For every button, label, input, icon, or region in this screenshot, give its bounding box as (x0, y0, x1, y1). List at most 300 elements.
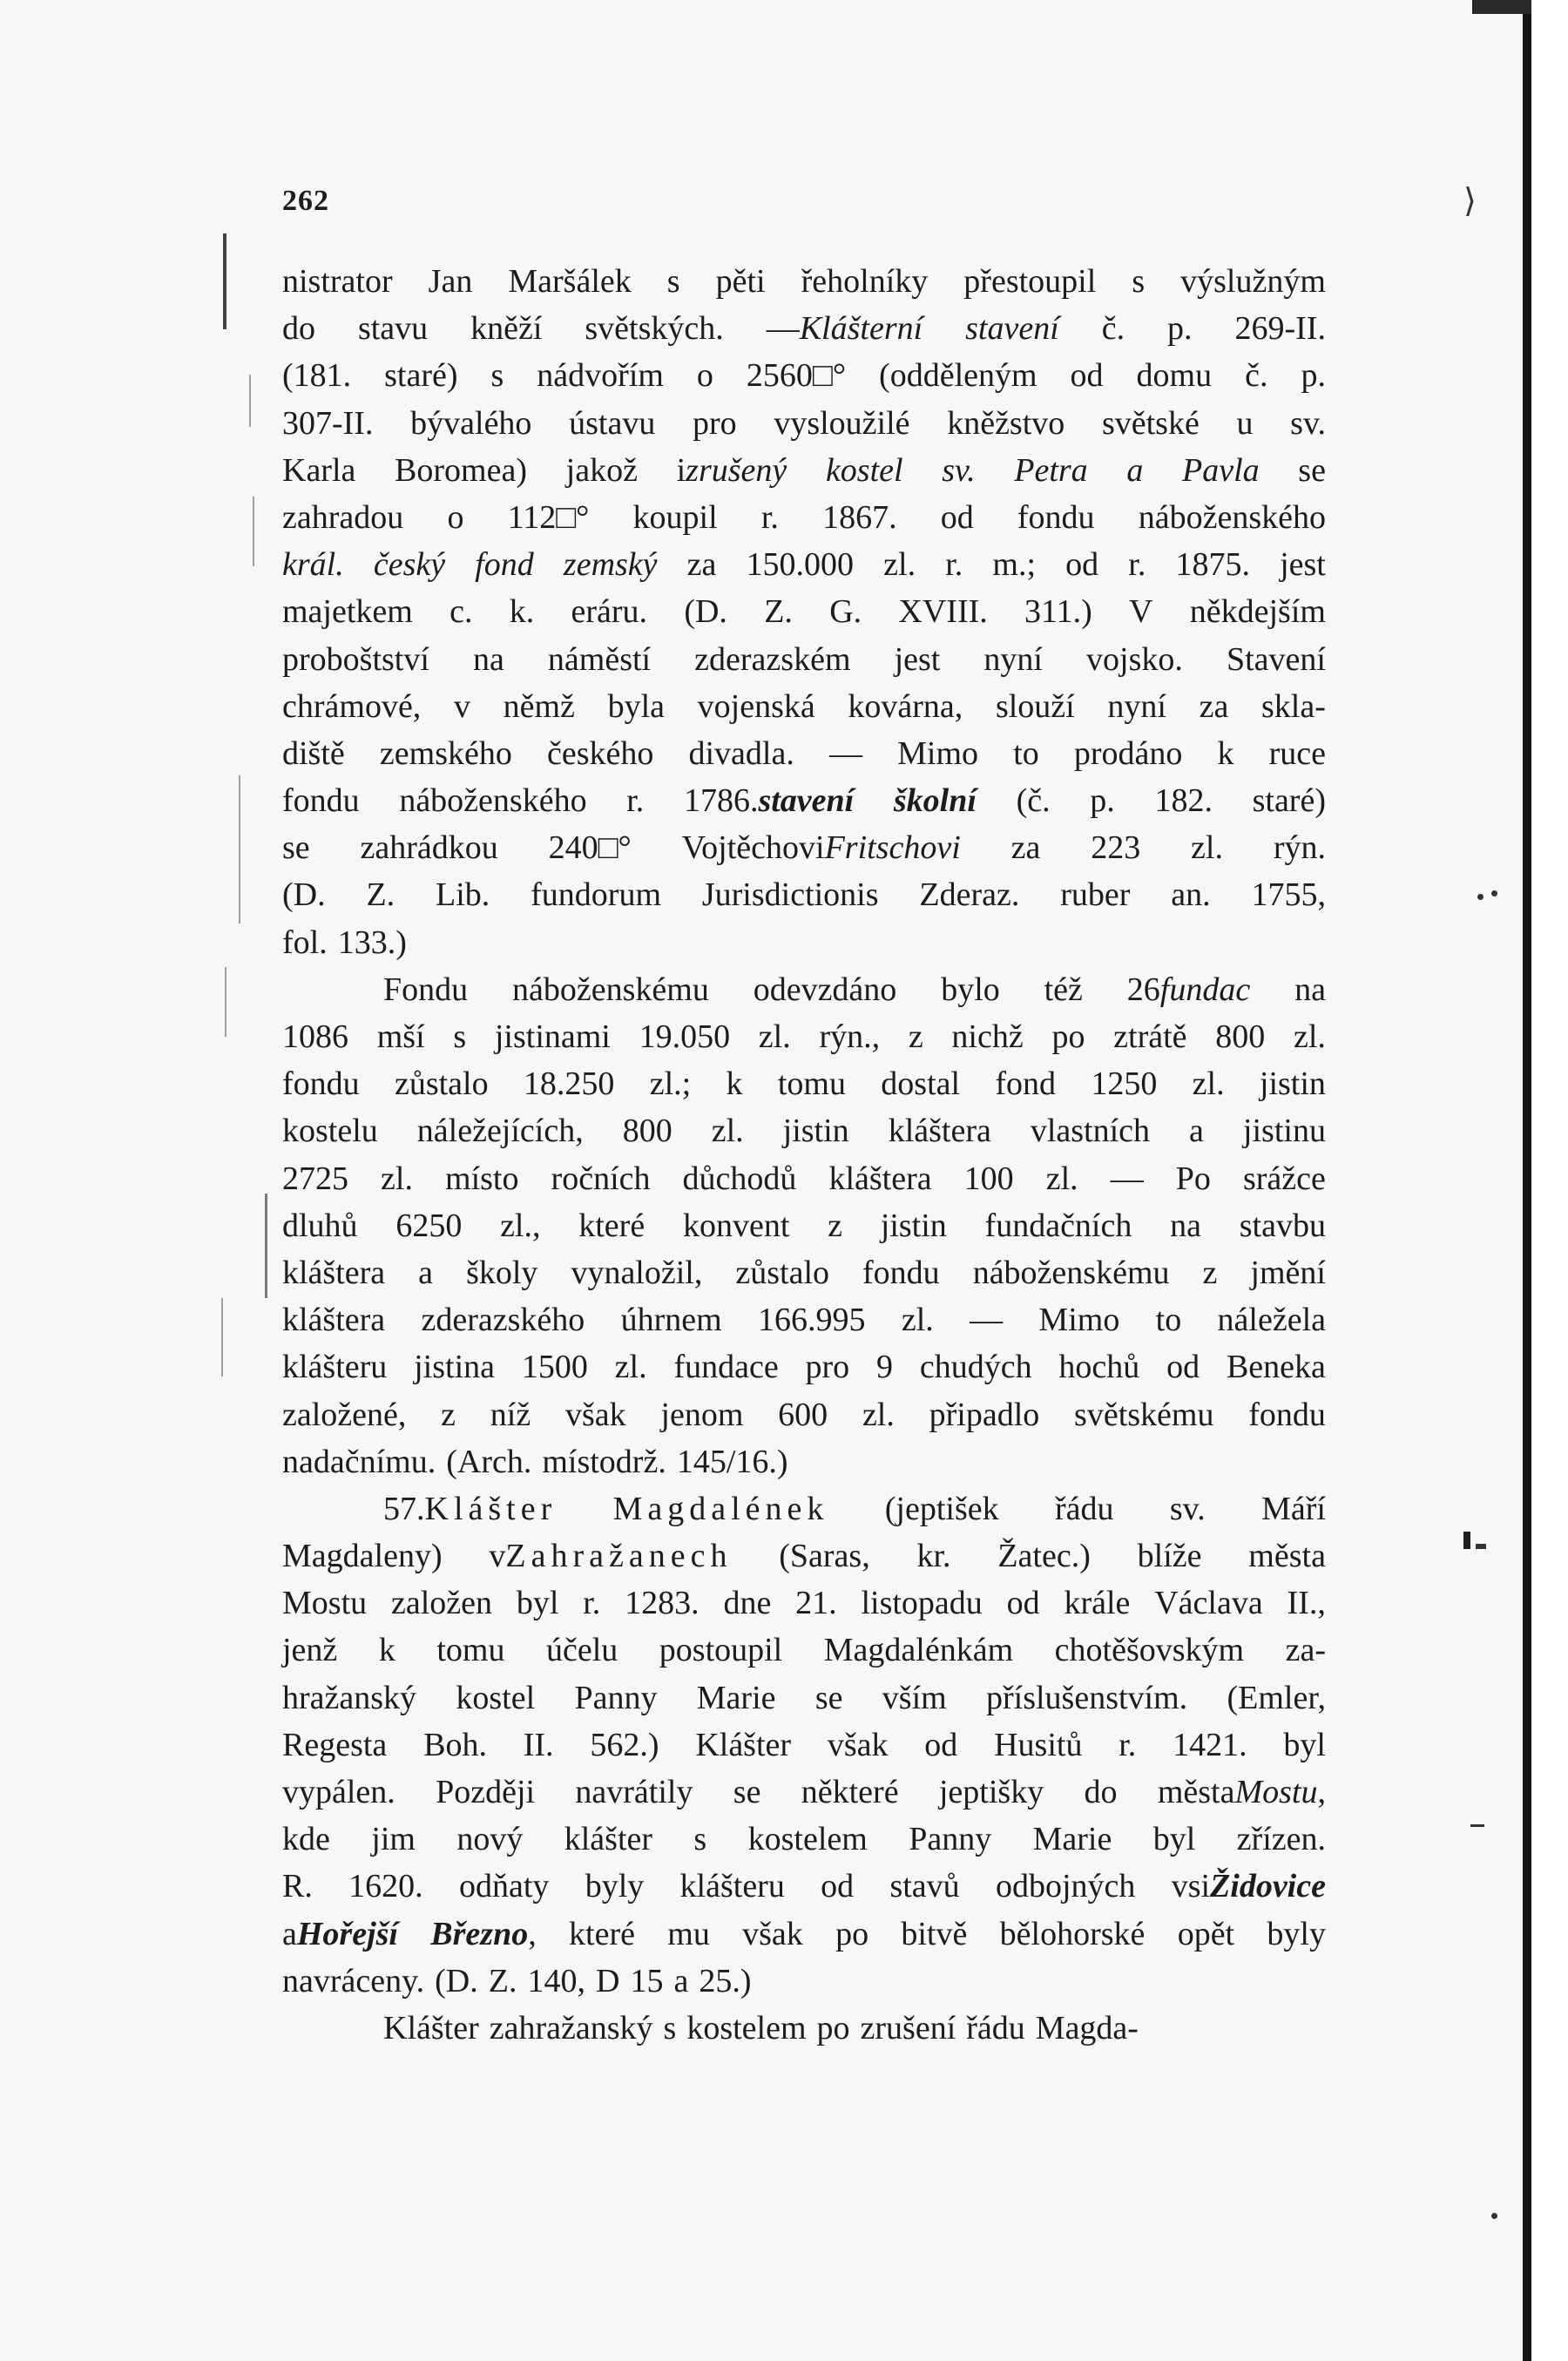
word: ruber (1060, 876, 1131, 914)
word: zl., (500, 1207, 541, 1244)
word: s (693, 1821, 707, 1858)
text-line (282, 1013, 1326, 1060)
word: Klášter (383, 2009, 479, 2046)
word: odbojných (995, 1868, 1136, 1905)
word: zahražanský (489, 2009, 653, 2046)
word: byla (607, 687, 666, 725)
word: m.; (992, 546, 1037, 584)
word: náležela (1217, 1302, 1326, 1339)
word: jistinu (1242, 1113, 1326, 1150)
word: r. (760, 498, 779, 536)
word: 240□° (548, 829, 632, 867)
margin-mark (1470, 1824, 1484, 1827)
word: přestoupil (963, 263, 1097, 300)
word: Marie (696, 1679, 776, 1716)
word (1158, 1769, 1326, 1816)
word: vynaložil, (571, 1254, 703, 1291)
word: 1500 (521, 1349, 588, 1386)
word: některé (801, 1774, 899, 1810)
word: chrámové, (282, 687, 422, 725)
word: se (814, 1679, 843, 1716)
word: se (733, 1774, 761, 1810)
word: mu (667, 1915, 710, 1952)
word: 6250 (395, 1207, 463, 1244)
word: němž (503, 687, 575, 725)
word: Panny (574, 1679, 658, 1716)
word: které (569, 1915, 635, 1952)
word: zrušení (860, 2009, 956, 2046)
word: bývalého (410, 404, 532, 442)
word: divadla. (688, 734, 794, 772)
word: odňaty (458, 1868, 550, 1905)
word: Zderaz. (919, 876, 1020, 914)
text-line (282, 447, 1326, 494)
word: sv. (1290, 404, 1326, 442)
word: zemského (379, 734, 512, 772)
word: to (1155, 1302, 1182, 1339)
word: se (1298, 451, 1326, 489)
word: Vojtěchovi (681, 829, 825, 867)
word: byly (1267, 1915, 1326, 1952)
word: od (1070, 357, 1104, 395)
word: diště (282, 734, 345, 772)
word (767, 305, 923, 352)
margin-line (253, 497, 254, 566)
word: fond (475, 546, 534, 584)
word: kláštera (282, 1302, 386, 1339)
word: Po (1175, 1160, 1211, 1197)
word: — (828, 734, 862, 772)
word: vsi (1171, 1868, 1211, 1905)
word: kovárna, (848, 687, 963, 725)
scan-border (1472, 0, 1531, 14)
word: 562.) (590, 1726, 659, 1763)
word: Klášterní (799, 310, 923, 348)
text-line (282, 871, 1326, 918)
margin-line (265, 1194, 267, 1298)
word: listopadu (861, 1585, 983, 1622)
word: II. (523, 1726, 554, 1763)
word: Maršálek (508, 263, 632, 300)
word: s (663, 2009, 677, 2046)
text-line (282, 919, 1326, 966)
word: (jeptišek (884, 1490, 999, 1527)
margin-mark (1476, 1544, 1486, 1549)
word: — (1110, 1160, 1144, 1197)
word: stavení (758, 782, 855, 820)
word (1127, 966, 1250, 1013)
word: jistinami (494, 1018, 611, 1055)
word: Klášter (695, 1726, 792, 1763)
word: od (924, 1726, 958, 1763)
word: p. (1090, 782, 1115, 820)
text-line (282, 1958, 1326, 2005)
word: po (1051, 1018, 1085, 1055)
word: Klášter (424, 1490, 558, 1527)
word: staré) (384, 357, 458, 395)
word: stavu (357, 310, 429, 348)
word: i (676, 451, 686, 489)
word: náboženskému (972, 1254, 1170, 1291)
text-line (282, 1674, 1326, 1722)
word: a (282, 1915, 297, 1952)
word: Pavla (1181, 451, 1260, 489)
word: se (282, 829, 310, 867)
word: odevzdáno (753, 971, 897, 1008)
word: na (472, 640, 504, 678)
word: Březno (430, 1915, 529, 1952)
word: nyní (983, 640, 1043, 678)
word: jenž (282, 1632, 338, 1669)
word: nyní (1107, 687, 1166, 725)
word: Žatec.) (997, 1538, 1091, 1575)
word: též (1044, 971, 1083, 1008)
word: 133.) (337, 923, 407, 961)
word: náležejících, (416, 1113, 584, 1150)
word: tomu (777, 1065, 846, 1103)
word: s (453, 1018, 467, 1055)
word: opět (1177, 1915, 1235, 1952)
word: klášter (564, 1821, 653, 1858)
word: 1875. (1175, 546, 1250, 584)
word: nadačnímu. (282, 1443, 436, 1480)
page-edge-shadow (1523, 0, 1531, 2361)
word: stavení (965, 310, 1059, 348)
word: r. (1128, 546, 1146, 584)
word: český (373, 546, 446, 584)
word: zůstalo (735, 1254, 829, 1291)
word: slouží (995, 687, 1075, 725)
word: staré) (1252, 782, 1326, 820)
word (430, 1911, 536, 1958)
word: navráceny. (282, 1962, 425, 1999)
word: pěti (715, 263, 766, 300)
word: náboženského (399, 782, 587, 820)
word: blíže (1137, 1538, 1202, 1575)
margin-dot (1491, 2213, 1497, 2219)
word: dostal (881, 1065, 961, 1103)
margin-line (221, 1298, 223, 1377)
word: sv. (942, 451, 976, 489)
word: konvent (682, 1207, 790, 1244)
word: zl. (614, 1349, 647, 1386)
word: vojsko. (1086, 640, 1183, 678)
word: 140, (527, 1962, 585, 1999)
text-line (282, 1438, 1326, 1485)
word: nový (456, 1821, 524, 1858)
word: místodrž. (542, 1443, 666, 1480)
word: kněžstvo (947, 404, 1065, 442)
word: Později (436, 1774, 536, 1810)
word: řeholníky (801, 263, 929, 300)
word: náměstí (547, 640, 652, 678)
word (383, 1485, 557, 1532)
word: chotěšovským (1054, 1632, 1245, 1669)
word: Panny (909, 1821, 992, 1858)
text-line (282, 636, 1326, 683)
word: 18.250 (523, 1065, 615, 1103)
text-line (282, 1722, 1326, 1769)
word: byly (585, 1868, 645, 1905)
word: zahrádkou (360, 829, 498, 867)
word (677, 447, 787, 494)
word: 1786. (683, 782, 759, 820)
word: na (1170, 1207, 1201, 1244)
word: jest (1280, 546, 1326, 584)
word: 1620. (348, 1868, 423, 1905)
margin-line (239, 775, 240, 923)
text-line (282, 1343, 1326, 1390)
word: 311.) (1024, 593, 1092, 631)
word: fundac (1159, 971, 1251, 1008)
word: fondu (282, 782, 360, 820)
word: 25.) (699, 1962, 752, 1999)
word: výslužným (1180, 263, 1326, 300)
word: jakož (565, 451, 638, 489)
word: , (528, 1915, 537, 1952)
word: zahradou (282, 498, 404, 536)
word: zl. (758, 1018, 791, 1055)
word (1158, 1774, 1318, 1810)
word: fondu (1017, 498, 1095, 536)
word: Boh. (423, 1726, 487, 1763)
word: XVIII. (898, 593, 988, 631)
word: 21. (795, 1585, 837, 1622)
word: Z. (366, 876, 395, 914)
word: zl. (1045, 1160, 1078, 1197)
word: Židovice (1210, 1868, 1326, 1905)
word: Hořejší (296, 1915, 398, 1952)
text-line (282, 1911, 1326, 1958)
word: kostelem (747, 1821, 868, 1858)
word: jistin (782, 1113, 849, 1150)
word: za- (1285, 1632, 1326, 1669)
word: (Arch. (446, 1443, 532, 1480)
word: fond (995, 1065, 1057, 1103)
word: kláštera (282, 1254, 386, 1291)
word: domu (1136, 357, 1213, 395)
word: 19.050 (639, 1018, 731, 1055)
word: fundorum (531, 876, 662, 914)
word: 269-II. (1234, 310, 1326, 348)
word: v (489, 1538, 506, 1575)
word: jmění (1250, 1254, 1326, 1291)
word: jistina (414, 1349, 496, 1386)
text-line (282, 683, 1326, 730)
word: a (673, 1962, 689, 1999)
text-line (282, 1202, 1326, 1249)
word: 150.000 (746, 546, 855, 584)
word: kostel (825, 451, 903, 489)
word: Mostu (1234, 1774, 1318, 1810)
word: vysloužilé (774, 404, 910, 442)
word: zl. (1293, 1018, 1326, 1055)
word: to (1013, 734, 1039, 772)
word: školy (466, 1254, 538, 1291)
word: 1755, (1251, 876, 1326, 914)
word: Beneka (1226, 1349, 1326, 1386)
text-line (282, 2005, 1326, 2052)
word: zl. (1191, 829, 1223, 867)
word: zl. (883, 546, 916, 584)
word: k. (509, 593, 535, 631)
word: Václava (1154, 1585, 1263, 1622)
word: náboženskému (512, 971, 709, 1008)
word: skla- (1261, 687, 1326, 725)
word: připadlo (929, 1396, 1040, 1433)
page-number: 262 (282, 185, 329, 217)
word: ztrátě (1113, 1018, 1187, 1055)
text-line (282, 1296, 1326, 1343)
word: r. (626, 782, 645, 820)
word: 2725 (282, 1160, 348, 1197)
word: pro (805, 1349, 850, 1386)
word: 26 (1126, 971, 1160, 1008)
text-line (282, 305, 1326, 352)
word: bitvě (901, 1915, 968, 1952)
word: eráru. (571, 593, 648, 631)
word: Mimo (1038, 1302, 1120, 1339)
word: školní (893, 782, 977, 820)
word: dne (723, 1585, 772, 1622)
word: a (1189, 1113, 1204, 1150)
word: ústavu (569, 404, 656, 442)
text-line (282, 1391, 1326, 1438)
word: které (578, 1207, 645, 1244)
word: Zahražanech (505, 1538, 733, 1575)
word: kostelem (686, 2009, 807, 2046)
scan-margin (1531, 0, 1568, 2361)
word: k (378, 1632, 395, 1669)
word: zůstalo (394, 1065, 489, 1103)
word: (Saras, (779, 1538, 870, 1575)
word: tomu (436, 1632, 505, 1669)
word (1172, 1863, 1326, 1910)
text-line (282, 1627, 1326, 1674)
word: zderazského (421, 1302, 585, 1339)
word: jistin (1259, 1065, 1326, 1103)
word: postoupil (659, 1632, 783, 1669)
word: 15 (630, 1962, 664, 1999)
word: Jurisdictionis (701, 876, 879, 914)
text-line (282, 352, 1326, 399)
word: kr. (916, 1538, 951, 1575)
word: 1086 (282, 1018, 348, 1055)
word: však (742, 1915, 803, 1952)
text-line (282, 1816, 1326, 1863)
word: zl.; (649, 1065, 692, 1103)
word: Fondu (383, 971, 469, 1008)
word: prodáno (1073, 734, 1183, 772)
word: 145/16.) (676, 1443, 788, 1480)
word: Boromea) (395, 451, 527, 489)
word: kostelu (282, 1113, 378, 1150)
text-line (282, 1532, 1326, 1580)
word: Magda- (1035, 2009, 1139, 2046)
text-line (282, 1863, 1326, 1910)
margin-line (225, 967, 226, 1037)
word: 1250 (1091, 1065, 1158, 1103)
word: nádvořím (537, 357, 664, 395)
word: zl. (862, 1396, 895, 1433)
word: však (565, 1396, 626, 1433)
word: zřízen. (1236, 1821, 1326, 1858)
body-text (282, 258, 1326, 2052)
word: fundačních (984, 1207, 1132, 1244)
word: byl (1152, 1821, 1196, 1858)
text-line (282, 1485, 1326, 1532)
word (282, 1911, 398, 1958)
word: hochů (1058, 1349, 1140, 1386)
word: zderazském (694, 640, 851, 678)
word: světské (1101, 404, 1200, 442)
word: účelu (545, 1632, 618, 1669)
text-line (282, 588, 1326, 635)
word: do (282, 310, 315, 348)
word: Karla (282, 451, 356, 489)
word: z (441, 1396, 456, 1433)
word: příslušenstvím. (986, 1679, 1188, 1716)
word: G. (829, 593, 862, 631)
word: klášteru (282, 1349, 388, 1386)
word: k (1217, 734, 1234, 772)
word: zl. (711, 1113, 744, 1150)
word: (D. (282, 876, 326, 914)
word: z (908, 1018, 923, 1055)
word: zl. (381, 1160, 413, 1197)
word: jenom (660, 1396, 744, 1433)
word: majetkem (282, 593, 413, 631)
word: 800 (1215, 1018, 1266, 1055)
word: za (686, 546, 717, 584)
word: (D. (435, 1962, 478, 1999)
word: řádu (966, 2009, 1025, 2046)
text-line (282, 966, 1326, 1013)
word: Jan (428, 263, 473, 300)
word: fundace (673, 1349, 779, 1386)
word: za (1199, 687, 1229, 725)
text-line (282, 1060, 1326, 1107)
word: nistrator (282, 263, 393, 300)
word: fondu (1248, 1396, 1326, 1433)
text-line (282, 1580, 1326, 1627)
word (682, 824, 961, 871)
word: R. (282, 1868, 313, 1905)
word: Máří (1261, 1490, 1326, 1527)
text-line (282, 1769, 1326, 1816)
word: srážce (1242, 1160, 1326, 1197)
word: koupil (632, 498, 718, 536)
word: mší (376, 1018, 425, 1055)
word: vším (882, 1679, 947, 1716)
word: od (940, 498, 974, 536)
word: byl (516, 1585, 559, 1622)
word: 600 (778, 1396, 828, 1433)
word: a (418, 1254, 434, 1291)
margin-dot (1491, 890, 1497, 896)
word: města (1157, 1774, 1235, 1810)
word: 100 (963, 1160, 1014, 1197)
word: an. (1171, 876, 1211, 914)
word: Mostu (282, 1585, 368, 1622)
word: zemský (563, 546, 658, 584)
word: klášteru (679, 1868, 785, 1905)
word: Z. (764, 593, 793, 631)
word: V (1129, 593, 1153, 631)
word: Magdalénkám (823, 1632, 1014, 1669)
word: (D. (684, 593, 727, 631)
word: krále (1064, 1585, 1131, 1622)
